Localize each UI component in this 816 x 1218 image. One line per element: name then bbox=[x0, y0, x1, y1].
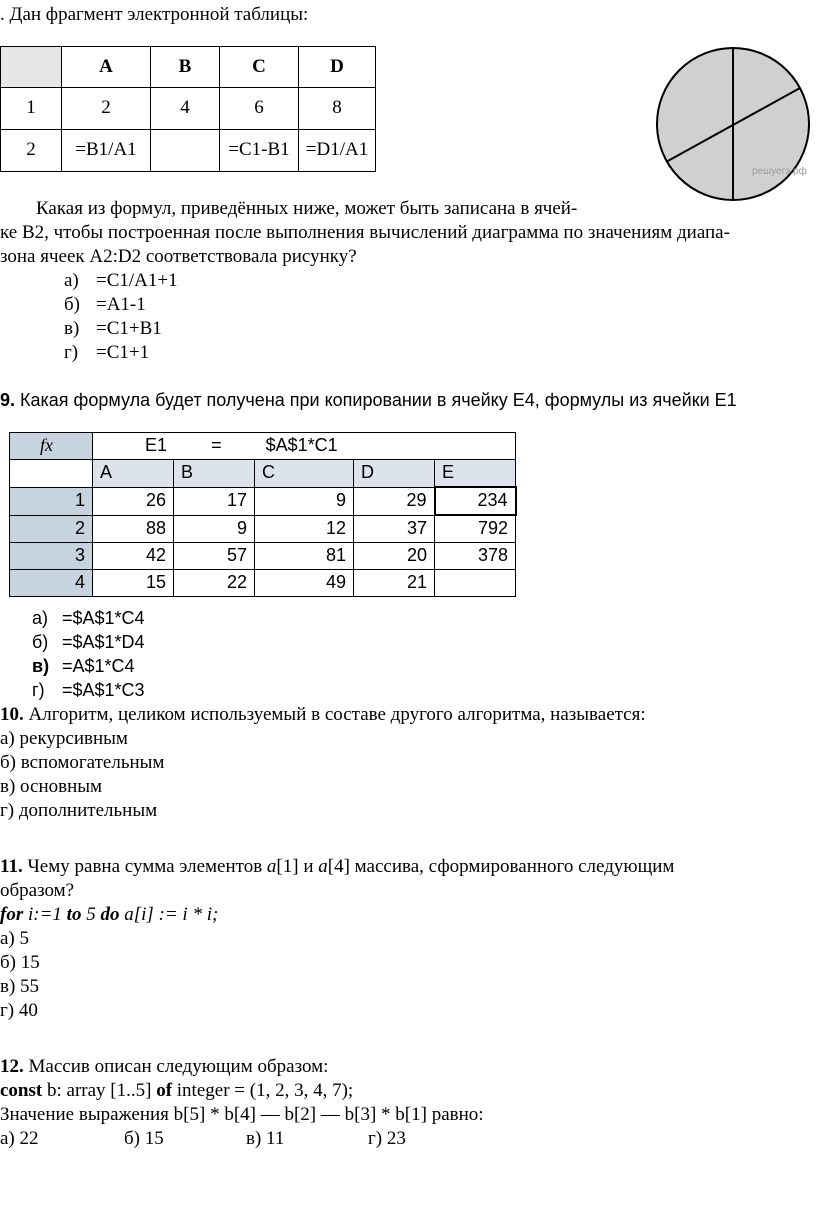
table-cell: 4 bbox=[151, 88, 220, 130]
option-text: =A$1*C4 bbox=[62, 656, 135, 676]
code-part: i:=1 bbox=[27, 904, 62, 925]
q11-index1: [1] bbox=[276, 856, 299, 877]
table-cell: 9 bbox=[174, 515, 255, 543]
option-text: =C1+B1 bbox=[96, 318, 162, 339]
code-keyword: to bbox=[66, 904, 82, 925]
option-letter: б) bbox=[64, 294, 80, 315]
table-cell: 9 bbox=[255, 487, 354, 515]
column-header-row bbox=[10, 460, 516, 488]
col-header: A bbox=[93, 460, 174, 488]
q11-text bbox=[0, 856, 674, 879]
fx-icon: fx bbox=[10, 433, 93, 460]
q11-line2: образом? bbox=[0, 880, 75, 901]
pie-watermark: решуегэ.рф bbox=[752, 166, 807, 177]
table-cell bbox=[151, 130, 220, 172]
q8-line2: ке B2, чтобы построенная после выполнения вычислений диаграмма по значениям диапа- bbox=[0, 222, 730, 243]
q10-text bbox=[0, 704, 646, 727]
table-cell: 21 bbox=[354, 570, 435, 597]
q9-number: 9. bbox=[0, 390, 16, 410]
option-letter: а) bbox=[32, 608, 49, 628]
table-cell: =D1/A1 bbox=[299, 130, 376, 172]
col-header: E bbox=[435, 460, 516, 488]
option-letter: а) bbox=[64, 270, 79, 291]
table-row bbox=[1, 130, 376, 172]
code-keyword: for bbox=[0, 904, 24, 925]
option-letter: в) bbox=[64, 318, 80, 339]
q10-number: 10. bbox=[0, 704, 24, 725]
row-header: 2 bbox=[1, 130, 62, 172]
table-cell: 88 bbox=[93, 515, 174, 543]
formula-bar bbox=[10, 433, 516, 460]
option-text: г) 40 bbox=[0, 1000, 38, 1021]
q12-number: 12. bbox=[0, 1056, 24, 1077]
table-cell: 29 bbox=[354, 487, 435, 515]
option-text: а) рекурсивным bbox=[0, 728, 128, 749]
code-part: 5 bbox=[86, 904, 96, 925]
code-part: a[i] := i * i; bbox=[124, 904, 219, 925]
option-text: =$A$1*C3 bbox=[62, 680, 145, 700]
table-cell: 12 bbox=[255, 515, 354, 543]
table-cell: 17 bbox=[174, 487, 255, 515]
q11-t2: массива, сформированного следующим bbox=[354, 856, 675, 877]
option-text: а) 5 bbox=[0, 928, 30, 949]
option-text: =C1/A1+1 bbox=[96, 270, 178, 291]
q12-expression: Значение выражения b[5] * b[4] — b[2] — b[3] * b[1] равно: bbox=[0, 1104, 484, 1125]
table-cell: 37 bbox=[354, 515, 435, 543]
q9-text bbox=[0, 390, 737, 412]
table-row bbox=[10, 570, 516, 597]
table-row bbox=[10, 515, 516, 543]
col-header: B bbox=[174, 460, 255, 488]
formula-bar-eq: = bbox=[211, 435, 222, 456]
option-text: =$A$1*D4 bbox=[62, 632, 145, 652]
row-header: 2 bbox=[10, 515, 93, 543]
option-text: в) 55 bbox=[0, 976, 40, 997]
corner-cell bbox=[1, 47, 62, 88]
table-header-row bbox=[1, 47, 376, 88]
table-cell: 20 bbox=[354, 543, 435, 570]
table-cell: 26 bbox=[93, 487, 174, 515]
code-part: b: array [1..5] bbox=[46, 1080, 152, 1101]
table-cell: 792 bbox=[435, 515, 516, 543]
q11-array-name: a bbox=[318, 856, 328, 877]
q11-code bbox=[0, 904, 218, 927]
option-text: в) основным bbox=[0, 776, 103, 797]
option-text: б) вспомогательным bbox=[0, 752, 165, 773]
option-text: =A1-1 bbox=[96, 294, 146, 315]
option-text: г) дополнительным bbox=[0, 800, 158, 821]
option-letter: в) bbox=[32, 656, 50, 676]
option-text: б) 15 bbox=[124, 1128, 164, 1149]
table-cell: 42 bbox=[93, 543, 174, 570]
option-text: =C1+1 bbox=[96, 342, 150, 363]
q9-question: Какая формула будет получена при копировании в ячейку E4, формулы из ячейки E1 bbox=[20, 390, 737, 410]
q10-question: Алгоритм, целиком используемый в составе другого алгоритма, называется: bbox=[28, 704, 646, 725]
col-header: B bbox=[151, 47, 220, 88]
row-header: 1 bbox=[10, 487, 93, 515]
option-letter: г) bbox=[32, 680, 45, 700]
row-header: 1 bbox=[1, 88, 62, 130]
option-letter: б) bbox=[32, 632, 49, 652]
code-keyword: of bbox=[156, 1080, 173, 1101]
q11-index4: [4] bbox=[327, 856, 350, 877]
table-cell: 57 bbox=[174, 543, 255, 570]
pie-chart bbox=[654, 46, 814, 202]
row-header: 3 bbox=[10, 543, 93, 570]
table-cell: 6 bbox=[220, 88, 299, 130]
col-header: C bbox=[255, 460, 354, 488]
option-text: г) 23 bbox=[368, 1128, 406, 1149]
table-cell: =B1/A1 bbox=[62, 130, 151, 172]
table-cell: =C1-B1 bbox=[220, 130, 299, 172]
selected-cell: 234 bbox=[435, 487, 516, 515]
code-part: integer = (1, 2, 3, 4, 7); bbox=[176, 1080, 354, 1101]
col-header: A bbox=[62, 47, 151, 88]
formula-bar-formula: $A$1*C1 bbox=[265, 435, 338, 456]
col-header: D bbox=[299, 47, 376, 88]
option-text: =$A$1*C4 bbox=[62, 608, 145, 628]
table-cell: 15 bbox=[93, 570, 174, 597]
table-cell: 2 bbox=[62, 88, 151, 130]
corner-cell bbox=[10, 460, 93, 488]
formula-bar-content bbox=[93, 433, 516, 460]
col-header: D bbox=[354, 460, 435, 488]
table-row bbox=[10, 543, 516, 570]
table-cell: 49 bbox=[255, 570, 354, 597]
table-row bbox=[1, 88, 376, 130]
table-cell: 8 bbox=[299, 88, 376, 130]
row-header: 4 bbox=[10, 570, 93, 597]
q11-and: и bbox=[303, 856, 314, 877]
q11-number: 11. bbox=[0, 856, 23, 877]
table-cell bbox=[435, 570, 516, 597]
option-text: б) 15 bbox=[0, 952, 40, 973]
code-keyword: do bbox=[100, 904, 120, 925]
table-row bbox=[10, 487, 516, 515]
q8-line3: зона ячеек A2:D2 соответствовала рисунку? bbox=[0, 246, 357, 267]
q8-line1: Какая из формул, приведённых ниже, может быть записана в ячей- bbox=[36, 198, 578, 219]
col-header: C bbox=[220, 47, 299, 88]
q12-question: Массив описан следующим образом: bbox=[28, 1056, 329, 1077]
q12-text bbox=[0, 1056, 328, 1079]
option-text: в) 11 bbox=[246, 1128, 285, 1149]
option-letter: г) bbox=[64, 342, 79, 363]
question-intro: . Дан фрагмент электронной таблицы: bbox=[0, 4, 309, 25]
option-text: а) 22 bbox=[0, 1128, 39, 1149]
table-cell: 81 bbox=[255, 543, 354, 570]
spreadsheet bbox=[9, 432, 517, 597]
q12-declaration bbox=[0, 1080, 353, 1103]
table-cell: 22 bbox=[174, 570, 255, 597]
q11-array-name: a bbox=[266, 856, 277, 877]
formula-bar-cell: E1 bbox=[145, 435, 168, 456]
table-cell: 378 bbox=[435, 543, 516, 570]
q11-t1: Чему равна сумма элементов bbox=[27, 856, 263, 877]
code-keyword: const bbox=[0, 1080, 43, 1101]
formula-table bbox=[0, 46, 376, 172]
